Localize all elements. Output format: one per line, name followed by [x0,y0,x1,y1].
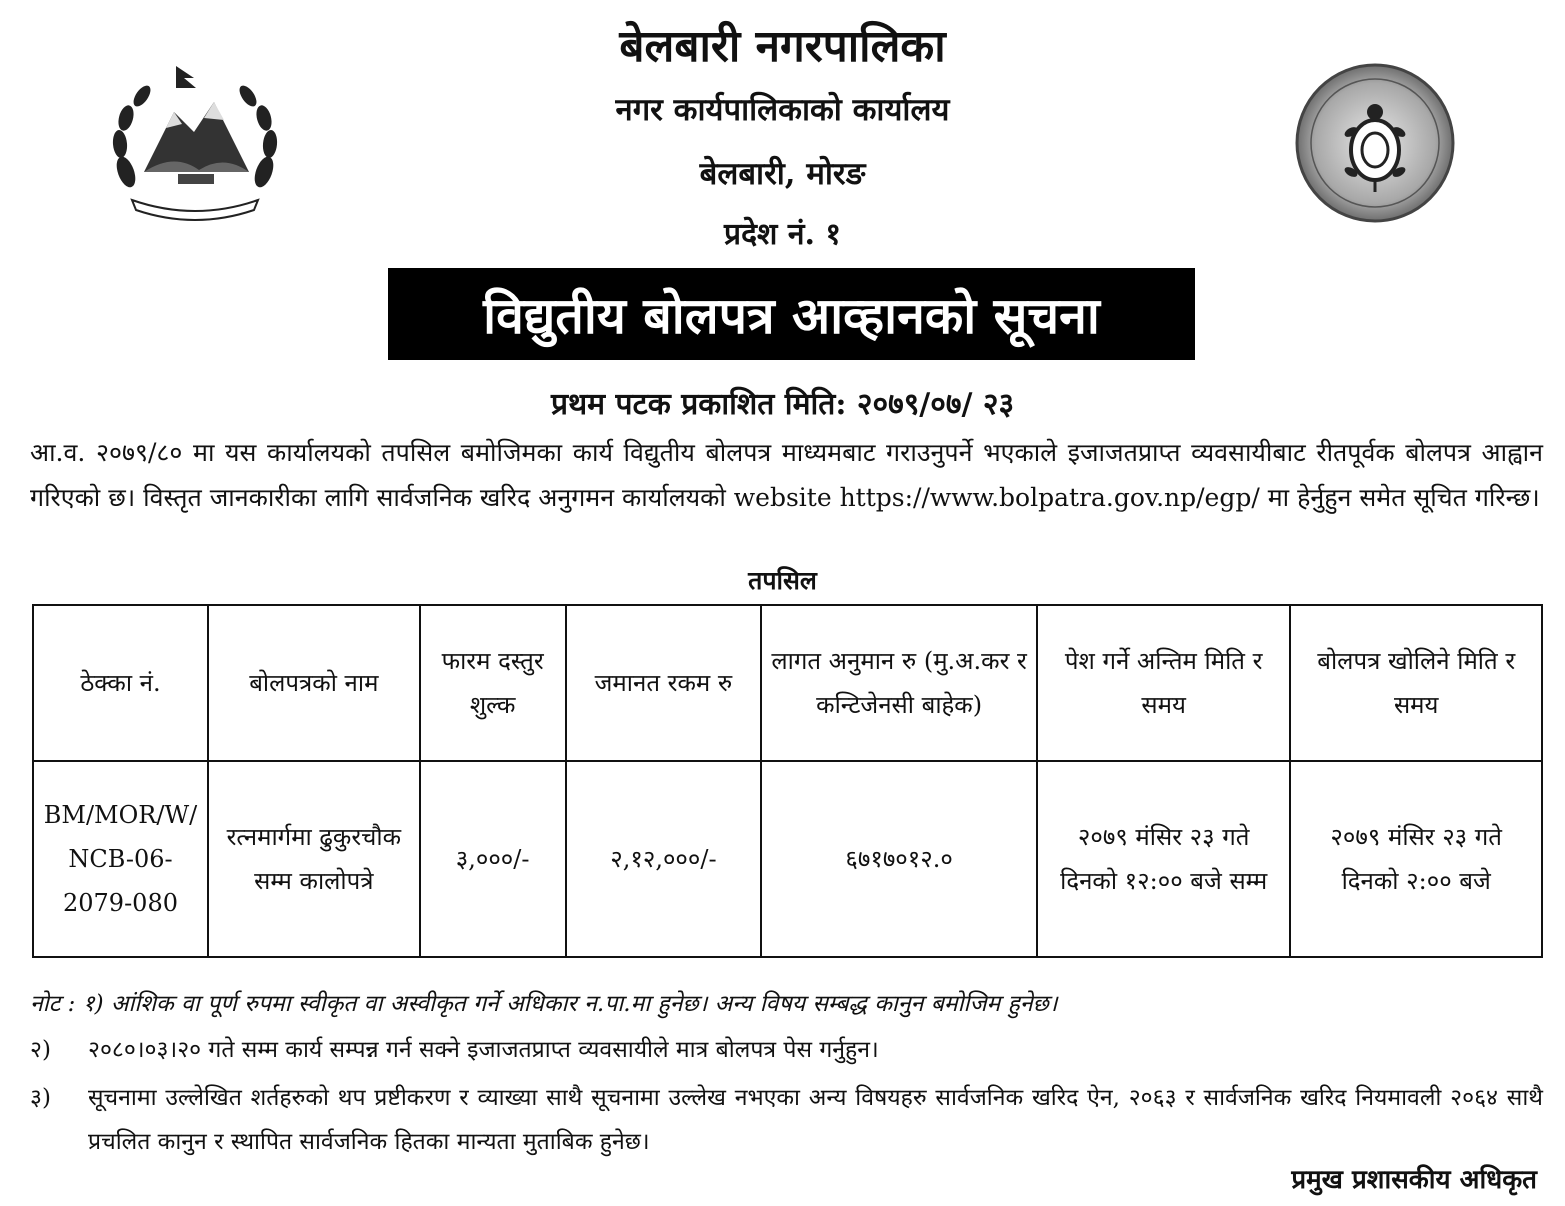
note-3-number: ३) [30,1085,51,1111]
note-3 [30,1076,1543,1155]
col-opening: बोलपत्र खोलिने मिति र समय [1290,605,1542,761]
intro-paragraph: आ.व. २०७९/८० मा यस कार्यालयको तपसिल बमोजिमका कार्य विद्युतीय बोलपत्र माध्यमबाट गराउनुपर्ने भएकाले इजाजतप्राप्त व्यवसायीबाट रीतपूर्वक बोलपत्र आह्वान गरिएको छ। विस्तृत जानकारीका लागि सार्वजनिक खरिद अनुगमन कार्यालयको website https://www.bolpatra.gov.np/egp/ मा हेर्नुहुन समेत सूचित गरिन्छ। [30,438,1543,512]
cell-security: २,१२,०००/- [566,761,762,957]
signature: प्रमुख प्रशासकीय अधिकृत [1291,1165,1537,1195]
table-header-row [33,605,1542,761]
tender-table [32,604,1543,958]
nepal-emblem-icon [104,62,286,224]
note-3-text: सूचनामा उल्लेखित शर्तहरुको थप प्रष्टीकरण र व्याख्या साथै सूचनामा उल्लेख नभएका अन्य विषयहरु सार्वजनिक खरिद ऐन, २०६३ र सार्वजनिक खरिद नियमावली २०६४ साथै प्रचलित कानुन र स्थापित सार्वजनिक हितका मान्यता मुताबिक हुनेछ। [88,1085,1543,1155]
cell-form-fee: ३,०००/- [420,761,566,957]
cell-contract-no: BM/MOR/W/ NCB-06- 2079-080 [33,761,208,957]
note-1: नोट : १) आंशिक वा पूर्ण रुपमा स्वीकृत वा अस्वीकृत गर्ने अधिकार न.पा.मा हुनेछ। अन्य विषय सम्बद्ध कानुन बमोजिम हुनेछ। [30,991,1058,1017]
table-title: तपसिल [748,566,817,595]
note-2 [30,1032,879,1064]
office-location: बेलबारी, मोरङ [699,156,866,192]
table-row [33,761,1542,957]
col-security: जमानत रकम रु [566,605,762,761]
municipality-name: बेलबारी नगरपालिका [619,21,946,72]
publish-date: प्रथम पटक प्रकाशित मिति: २०७९/०७/ २३ [550,387,1015,422]
municipality-seal-icon [1294,62,1456,224]
cell-opening: २०७९ मंसिर २३ गते दिनको २:०० बजे [1290,761,1542,957]
cell-estimate: ६७१७०१२.० [761,761,1037,957]
cell-bid-name: रत्नमार्गमा ढुकुरचौक सम्म कालोपत्रे [208,761,420,957]
col-bid-name: बोलपत्रको नाम [208,605,420,761]
note-2-text: २०८०।०३।२० गते सम्म कार्य सम्पन्न गर्न सक्ने इजाजतप्राप्त व्यवसायीले मात्र बोलपत्र पेस गर्नुहुन। [88,1037,879,1063]
note-2-number: २) [30,1037,51,1063]
cell-submission: २०७९ मंसिर २३ गते दिनको १२:०० बजे सम्म [1037,761,1291,957]
col-submission: पेश गर्ने अन्तिम मिति र समय [1037,605,1291,761]
province: प्रदेश नं. १ [724,217,841,252]
notice-title-banner: विद्युतीय बोलपत्र आव्हानको सूचना [388,268,1195,360]
col-contract-no: ठेक्का नं. [33,605,208,761]
col-form-fee: फारम दस्तुर शुल्क [420,605,566,761]
col-estimate: लागत अनुमान रु (मु.अ.कर र कन्टिजेनसी बाहेक) [761,605,1037,761]
office-name: नगर कार्यपालिकाको कार्यालय [615,92,950,128]
